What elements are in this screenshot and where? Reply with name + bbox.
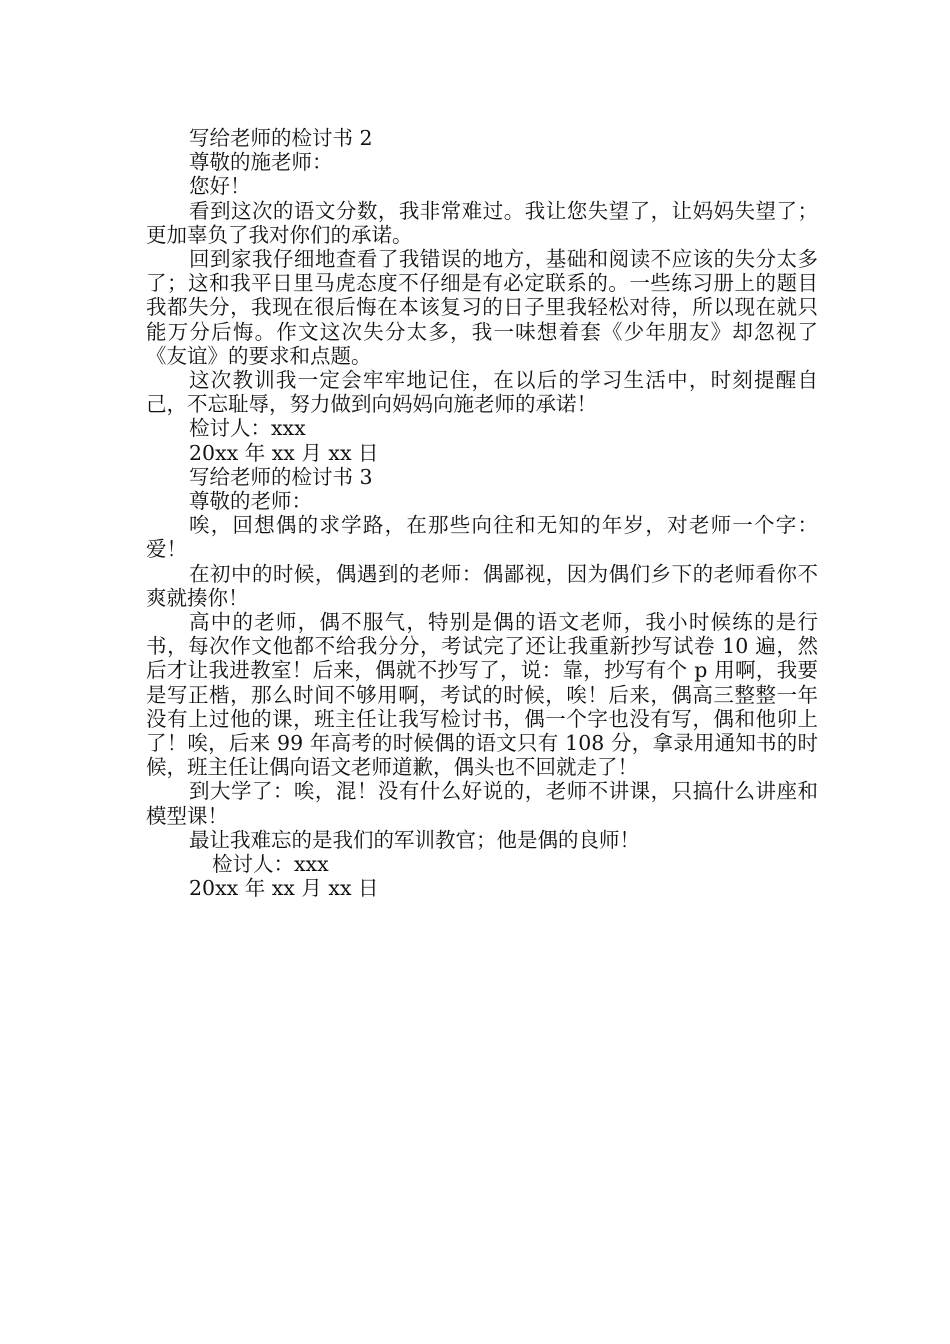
letter3-salutation: 尊敬的老师： — [189, 489, 312, 514]
letter3-paragraph-3: 高中的老师，偶不服气，特别是偶的语文老师，我小时候练的是行书，每次作文他都不给我分分，考试完了还让我重新抄写试卷 10 遍，然后才让我进教室！后来，偶就不抄写了，说：靠，抄写有个 p 用啊，我要是写正楷，那么时间不够用啊，考试的时候，唉！后来，偶高三整整一年没有上过他的课，班主任让我写检讨书，偶一个字也没有写，偶和他卯上了！唉，后来 99 年高考的时候偶的语文只有 108 分，拿录用通知书的时候，班主任让偶向语文老师道歉，偶头也不回就走了！ — [146, 610, 818, 780]
document-body — [146, 126, 818, 901]
letter2-signer: 检讨人：xxx — [189, 416, 306, 441]
letter2-greeting: 您好！ — [189, 174, 251, 199]
letter2-title: 写给老师的检讨书 2 — [189, 126, 373, 150]
letter2-paragraph-1: 看到这次的语文分数，我非常难过。我让您失望了，让妈妈失望了；更加辜负了我对你们的承诺。 — [146, 198, 818, 247]
letter3-paragraph-2: 在初中的时候，偶遇到的老师：偶鄙视，因为偶们乡下的老师看你不爽就揍你！ — [146, 561, 818, 610]
letter3-paragraph-5: 最让我难忘的是我们的军训教官；他是偶的良师！ — [189, 827, 640, 852]
letter2-paragraph-2: 回到家我仔细地查看了我错误的地方，基础和阅读不应该的失分太多了；这和我平日里马虎态度不仔细是有必定联系的。一些练习册上的题目我都失分，我现在很后悔在本该复习的日子里我轻松对待，所以现在就只能万分后悔。作文这次失分太多，我一味想着套《少年朋友》却忽视了《友谊》的要求和点题。 — [146, 247, 818, 368]
letter3-paragraph-1: 唉，回想偶的求学路，在那些向往和无知的年岁，对老师一个字：爱！ — [146, 513, 818, 562]
letter3-date: 20xx 年 xx 月 xx 日 — [189, 876, 379, 901]
letter2-date: 20xx 年 xx 月 xx 日 — [189, 440, 379, 465]
letter2-paragraph-3: 这次教训我一定会牢牢地记住，在以后的学习生活中，时刻提醒自己，不忘耻辱，努力做到向妈妈向施老师的承诺！ — [146, 368, 818, 417]
letter3-signer: 检讨人：xxx — [212, 852, 329, 877]
letter2-salutation: 尊敬的施老师： — [189, 150, 333, 175]
letter3-paragraph-4: 到大学了：唉，混！没有什么好说的，老师不讲课，只搞什么讲座和模型课！ — [146, 779, 818, 828]
letter3-title: 写给老师的检讨书 3 — [189, 464, 373, 489]
